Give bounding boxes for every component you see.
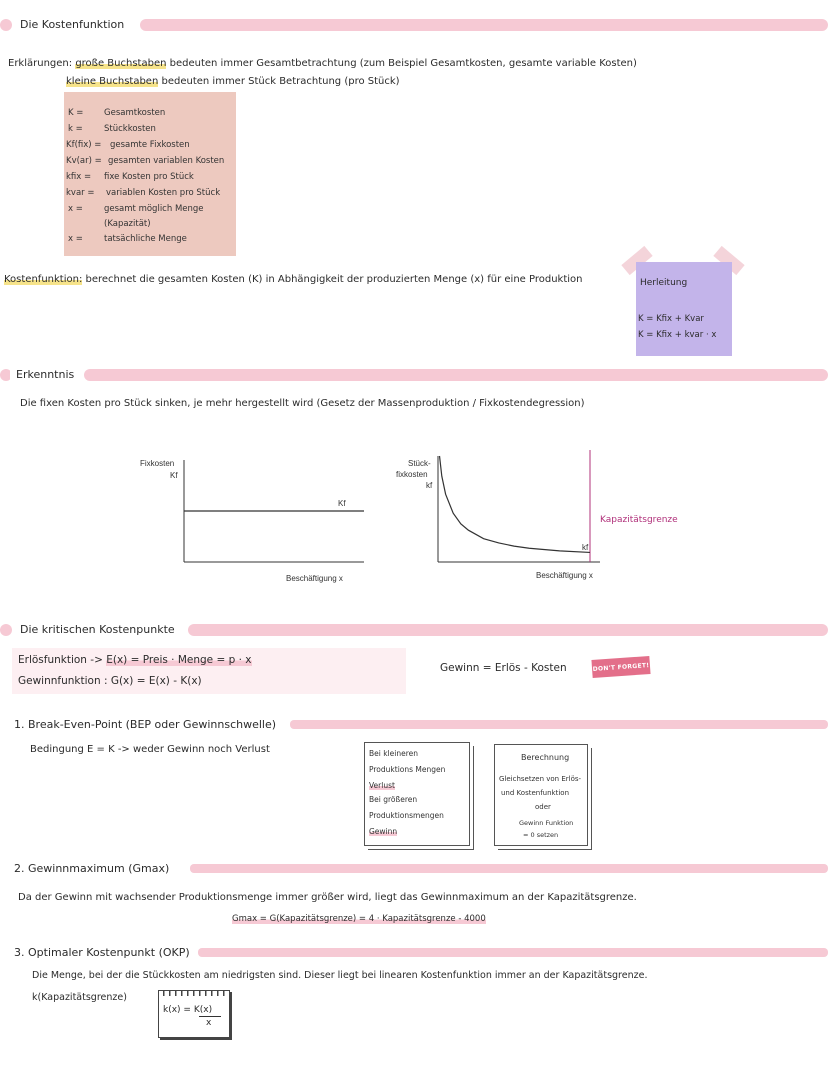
legend-desc: Gesamtkosten <box>104 108 166 118</box>
section-bar <box>198 948 828 957</box>
definition-line <box>4 274 582 285</box>
okp-formula: k(x) = K(x) <box>163 1005 213 1015</box>
legend-desc: gesamt möglich Menge <box>104 204 204 214</box>
note-line: Produktions Mengen <box>369 765 446 774</box>
section-dot <box>0 624 12 636</box>
y-axis-label: Stück- <box>408 459 431 468</box>
legend-row <box>68 124 156 134</box>
herleitung-title: Herleitung <box>640 278 688 288</box>
legend-desc: fixe Kosten pro Stück <box>104 172 194 182</box>
section-bar <box>140 19 828 31</box>
legend-desc: (Kapazität) <box>104 219 151 229</box>
note-line: Produktionsmengen <box>369 811 444 820</box>
legend-desc: Stückkosten <box>104 124 156 134</box>
capacity-label: Kapazitätsgrenze <box>600 515 678 525</box>
definition-rest: berechnet die gesamten Kosten (K) in Abhängigkeit der produzierten Menge (x) für eine Produktion <box>82 274 583 285</box>
y-axis-label: Kf <box>170 471 178 480</box>
y-axis-label: kf <box>426 481 433 490</box>
legend-row <box>66 188 220 198</box>
section-bar <box>188 624 828 636</box>
series-label: kf <box>582 543 589 552</box>
intro-line-1 <box>8 58 637 69</box>
note-line: Bei größeren <box>369 795 418 804</box>
bep-condition: Bedingung E = K -> weder Gewinn noch Verlust <box>30 744 270 755</box>
bep-note-left <box>364 742 470 846</box>
bep-note-right <box>494 744 588 846</box>
herleitung-note <box>636 262 732 356</box>
note-line-loss: Verlust <box>369 781 395 790</box>
okp-text: Die Menge, bei der die Stückkosten am niedrigsten sind. Dieser liegt bei linearen Kostenfunktion immer an der Kapazitätsgrenze. <box>32 970 648 981</box>
note-line-profit: Gewinn <box>369 827 398 836</box>
section-heading-kostenfunktion: Die Kostenfunktion <box>14 18 130 32</box>
legend-symbol: K = <box>68 108 84 118</box>
legend-row <box>66 140 190 150</box>
intro-line-2 <box>66 76 400 87</box>
x-axis-label: Beschäftigung x <box>536 571 593 580</box>
gewinn-function <box>18 675 202 687</box>
section-heading-bep: 1. Break-Even-Point (BEP oder Gewinnschwelle) <box>10 718 280 732</box>
unit-fixed-cost-curve <box>440 456 590 552</box>
legend-desc: gesamten variablen Kosten <box>108 156 225 166</box>
intro-highlight-2: kleine Buchstaben <box>66 76 159 87</box>
legend-row <box>68 204 204 214</box>
erloes-label: Erlösfunktion -> <box>18 654 107 666</box>
intro-highlight-1: große Buchstaben <box>75 58 167 69</box>
legend-row <box>68 108 165 118</box>
herleitung-line-2: K = Kfix + kvar · x <box>638 330 717 340</box>
legend-desc: tatsächliche Menge <box>104 234 187 244</box>
okp-formula-denominator: x <box>206 1018 212 1028</box>
y-axis-label: Fixkosten <box>140 459 175 468</box>
section-bar <box>290 720 828 729</box>
section-heading-okp: 3. Optimaler Kostenpunkt (OKP) <box>10 946 194 960</box>
note-line: oder <box>535 803 551 811</box>
erkenntnis-text: Die fixen Kosten pro Stück sinken, je mehr hergestellt wird (Gesetz der Massenproduktion / Fixkostendegression) <box>20 398 585 409</box>
legend-symbol: Kf(fix) = <box>66 140 102 150</box>
okp-formula-note <box>158 990 230 1038</box>
spiral-binding <box>163 990 225 996</box>
section-heading-gmax: 2. Gewinnmaximum (Gmax) <box>10 862 173 876</box>
dont-forget-badge: DON'T FORGET! <box>591 656 650 678</box>
gmax-text: Da der Gewinn mit wachsender Produktionsmenge immer größer wird, liegt das Gewinnmaximum an der Kapazitätsgrenze. <box>18 892 637 903</box>
x-axis-label: Beschäftigung x <box>286 574 343 583</box>
okp-label: k(Kapazitätsgrenze) <box>32 992 127 1003</box>
y-axis-label: fixkosten <box>396 470 428 479</box>
note-line: = 0 setzen <box>523 831 559 839</box>
section-bar <box>84 369 828 381</box>
legend-symbol: k = <box>68 124 83 134</box>
section-bar <box>190 864 828 873</box>
erloes-formula: E(x) = Preis · Menge = p · x <box>106 654 252 666</box>
legend-symbol: kfix = <box>66 172 92 182</box>
legend-desc: variablen Kosten pro Stück <box>106 188 221 198</box>
note-line: Gewinn Funktion <box>519 819 574 827</box>
note-title: Berechnung <box>521 753 570 762</box>
section-heading-erkenntnis: Erkenntnis <box>10 368 80 382</box>
section-heading-kritische: Die kritischen Kostenpunkte <box>14 623 181 637</box>
legend-desc: gesamte Fixkosten <box>110 140 190 150</box>
gewinn-formula: G(x) = E(x) - K(x) <box>110 675 202 687</box>
legend-box <box>64 92 236 256</box>
definition-highlight: Kostenfunktion: <box>4 274 83 285</box>
legend-symbol: kvar = <box>66 188 95 198</box>
legend-row <box>66 172 194 182</box>
legend-row <box>68 234 187 244</box>
legend-row <box>66 156 224 166</box>
unit-fixed-cost-chart <box>390 450 710 590</box>
gewinn-label: Gewinnfunktion : <box>18 675 111 687</box>
formula-panel <box>12 648 406 694</box>
fraction-line <box>199 1016 221 1017</box>
legend-symbol: Kv(ar) = <box>66 156 102 166</box>
legend-symbol: x = <box>68 204 83 214</box>
legend-row <box>68 219 151 229</box>
gmax-formula: Gmax = G(Kapazitätsgrenze) = 4 · Kapazitätsgrenze - 4000 <box>232 914 486 924</box>
section-dot <box>0 19 12 31</box>
series-label: Kf <box>338 499 346 508</box>
herleitung-line-1: K = Kfix + Kvar <box>638 314 704 324</box>
intro-rest-1: bedeuten immer Gesamtbetrachtung (zum Beispiel Gesamtkosten, gesamte variable Kosten) <box>166 58 637 69</box>
legend-symbol: x = <box>68 234 83 244</box>
note-line: und Kostenfunktion <box>501 789 570 797</box>
note-line: Bei kleineren <box>369 749 419 758</box>
erloes-function <box>18 654 252 666</box>
fixed-cost-chart <box>130 450 380 590</box>
intro-rest-2: bedeuten immer Stück Betrachtung (pro Stück) <box>158 76 400 87</box>
note-line: Gleichsetzen von Erlös- <box>499 775 582 783</box>
intro-prefix: Erklärungen: <box>8 58 76 69</box>
gewinn-definition: Gewinn = Erlös - Kosten <box>440 662 567 674</box>
